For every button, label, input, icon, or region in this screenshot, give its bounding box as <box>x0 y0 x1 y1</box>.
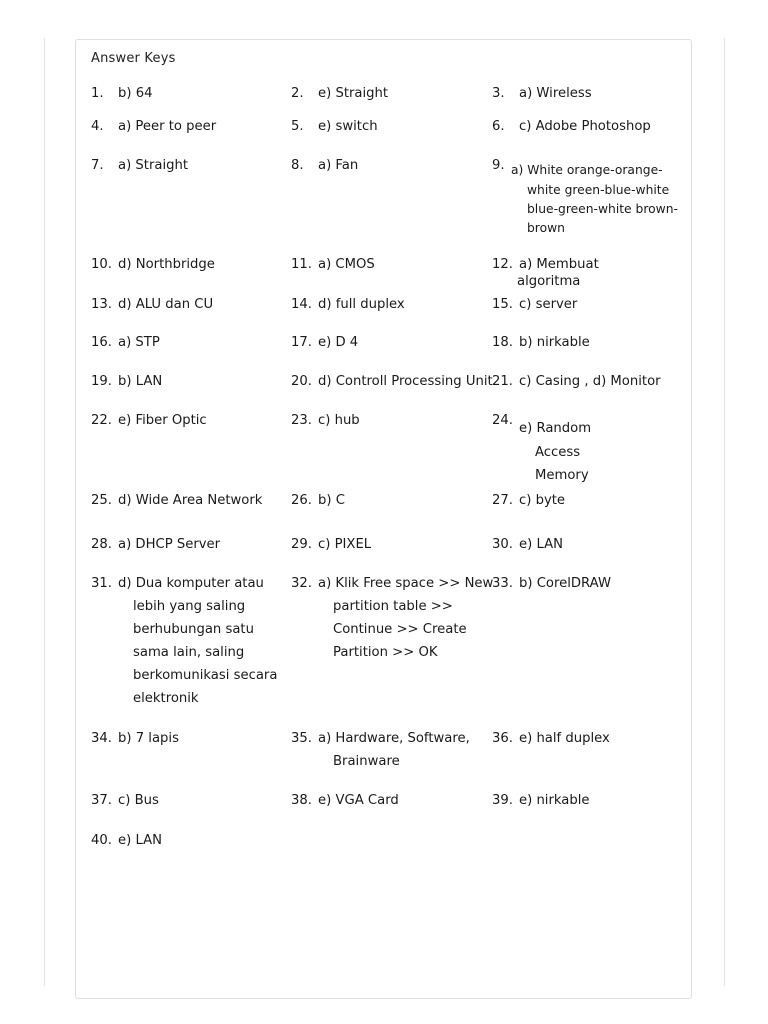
answer-text: d) full duplex <box>318 297 405 312</box>
answer-text: d) ALU dan CU <box>118 297 214 312</box>
answer-text-line: blue-green-white brown- <box>527 202 678 216</box>
answer-number: 37. <box>91 793 112 808</box>
answer-number: 8. <box>291 158 304 173</box>
answer-number: 16. <box>91 335 112 350</box>
answer-number: 14. <box>291 297 312 312</box>
answer-text-line: d) Dua komputer atau <box>118 576 264 591</box>
answer-text: e) LAN <box>118 833 162 848</box>
answer-text: a) Straight <box>118 158 189 173</box>
answer-number: 15. <box>492 297 513 312</box>
answer-number: 30. <box>492 537 513 552</box>
answer-number: 40. <box>91 833 112 848</box>
answer-number: 10. <box>91 257 112 272</box>
answer-text: a) Peer to peer <box>118 119 217 134</box>
answer-text: e) switch <box>318 119 378 134</box>
answer-text: c) Casing , d) Monitor <box>519 374 661 389</box>
answer-number: 26. <box>291 493 312 508</box>
answer-number: 18. <box>492 335 513 350</box>
answer-text: a) Fan <box>318 158 359 173</box>
answer-text: a) CMOS <box>318 257 375 272</box>
viewer-right-edge <box>724 38 725 986</box>
answer-number: 6. <box>492 119 505 134</box>
answer-number: 35. <box>291 731 312 746</box>
answer-text: a) Wireless <box>519 86 592 101</box>
answer-text-line: lebih yang saling <box>133 599 246 614</box>
answer-text: c) PIXEL <box>318 537 372 552</box>
answer-text-line: sama lain, saling <box>133 645 245 660</box>
answer-number: 9. <box>492 158 505 173</box>
answer-text-line: a) Membuat <box>519 257 599 272</box>
answer-number: 34. <box>91 731 112 746</box>
answer-text: a) STP <box>118 335 160 350</box>
answer-text: e) D 4 <box>318 335 359 350</box>
answer-text: e) Straight <box>318 86 389 101</box>
answer-text-line: a) Klik Free space >> New <box>318 576 494 591</box>
answer-text <box>118 572 277 710</box>
answer-text <box>511 160 678 238</box>
answer-text-line: brown <box>527 221 565 235</box>
answer-text <box>318 572 493 664</box>
answer-text: d) Controll Processing Unit <box>318 374 493 389</box>
answer-text: c) hub <box>318 413 360 428</box>
answer-number: 32. <box>291 576 312 591</box>
answer-number: 31. <box>91 576 112 591</box>
answer-text <box>519 417 591 488</box>
answer-text-line: Access <box>535 444 581 460</box>
answer-number: 20. <box>291 374 312 389</box>
answer-number: 24. <box>492 413 513 428</box>
answer-number: 3. <box>492 86 505 101</box>
answer-text: b) nirkable <box>519 335 590 350</box>
answer-number: 23. <box>291 413 312 428</box>
answer-text: a) DHCP Server <box>118 537 221 552</box>
answer-number: 29. <box>291 537 312 552</box>
answer-number: 2. <box>291 86 304 101</box>
answer-text-line: berhubungan satu <box>133 622 254 637</box>
answer-text: c) Bus <box>118 793 159 808</box>
answer-text-line: berkomunikasi secara <box>133 668 278 683</box>
answer-text <box>318 727 470 773</box>
answer-number: 7. <box>91 158 104 173</box>
answer-text-line: elektronik <box>133 691 199 706</box>
answer-text: b) 64 <box>118 86 153 101</box>
answer-text: d) Northbridge <box>118 257 215 272</box>
answer-text: e) Fiber Optic <box>118 413 207 428</box>
answer-text: c) byte <box>519 493 566 508</box>
viewer-left-edge <box>44 38 45 986</box>
answer-text: d) Wide Area Network <box>118 493 263 508</box>
answer-keys-card <box>75 39 692 999</box>
answer-number: 11. <box>291 257 312 272</box>
answer-number: 4. <box>91 119 104 134</box>
answer-text-line: white green-blue-white <box>527 183 670 197</box>
answer-text: e) VGA Card <box>318 793 399 808</box>
answer-number: 36. <box>492 731 513 746</box>
answer-text: c) Adobe Photoshop <box>519 119 651 134</box>
answer-number: 17. <box>291 335 312 350</box>
answer-text-line: a) Hardware, Software, <box>318 731 470 746</box>
answer-number: 28. <box>91 537 112 552</box>
answer-text-line: partition table >> <box>333 599 453 614</box>
answer-text: b) CorelDRAW <box>519 576 612 591</box>
answer-text-line: e) Random <box>519 421 592 436</box>
answer-number: 1. <box>91 86 104 101</box>
answer-number: 12. <box>492 257 513 272</box>
answer-number: 27. <box>492 493 513 508</box>
answer-text-line: Memory <box>535 468 589 483</box>
answer-text: b) C <box>318 493 345 508</box>
answer-number: 5. <box>291 119 304 134</box>
answer-number: 25. <box>91 493 112 508</box>
answer-number: 33. <box>492 576 513 591</box>
answer-text-line: Brainware <box>333 754 400 769</box>
answer-text: b) LAN <box>118 374 163 389</box>
answer-text: e) LAN <box>519 537 563 552</box>
answer-text-line: a) White orange-orange- <box>511 163 663 177</box>
card-title: Answer Keys <box>91 51 176 66</box>
answer-number: 39. <box>492 793 513 808</box>
answer-text-line: Partition >> OK <box>333 645 438 660</box>
answer-text: e) half duplex <box>519 731 610 746</box>
answer-text: b) 7 lapis <box>118 731 179 746</box>
answer-number: 38. <box>291 793 312 808</box>
answer-text: c) server <box>519 297 578 312</box>
answer-text <box>519 256 599 290</box>
answer-number: 21. <box>492 374 513 389</box>
answer-text-line: algoritma <box>517 274 581 289</box>
answer-text-line: Continue >> Create <box>333 622 467 637</box>
answer-text: e) nirkable <box>519 793 590 808</box>
answer-number: 13. <box>91 297 112 312</box>
answer-number: 22. <box>91 413 112 428</box>
answer-number: 19. <box>91 374 112 389</box>
